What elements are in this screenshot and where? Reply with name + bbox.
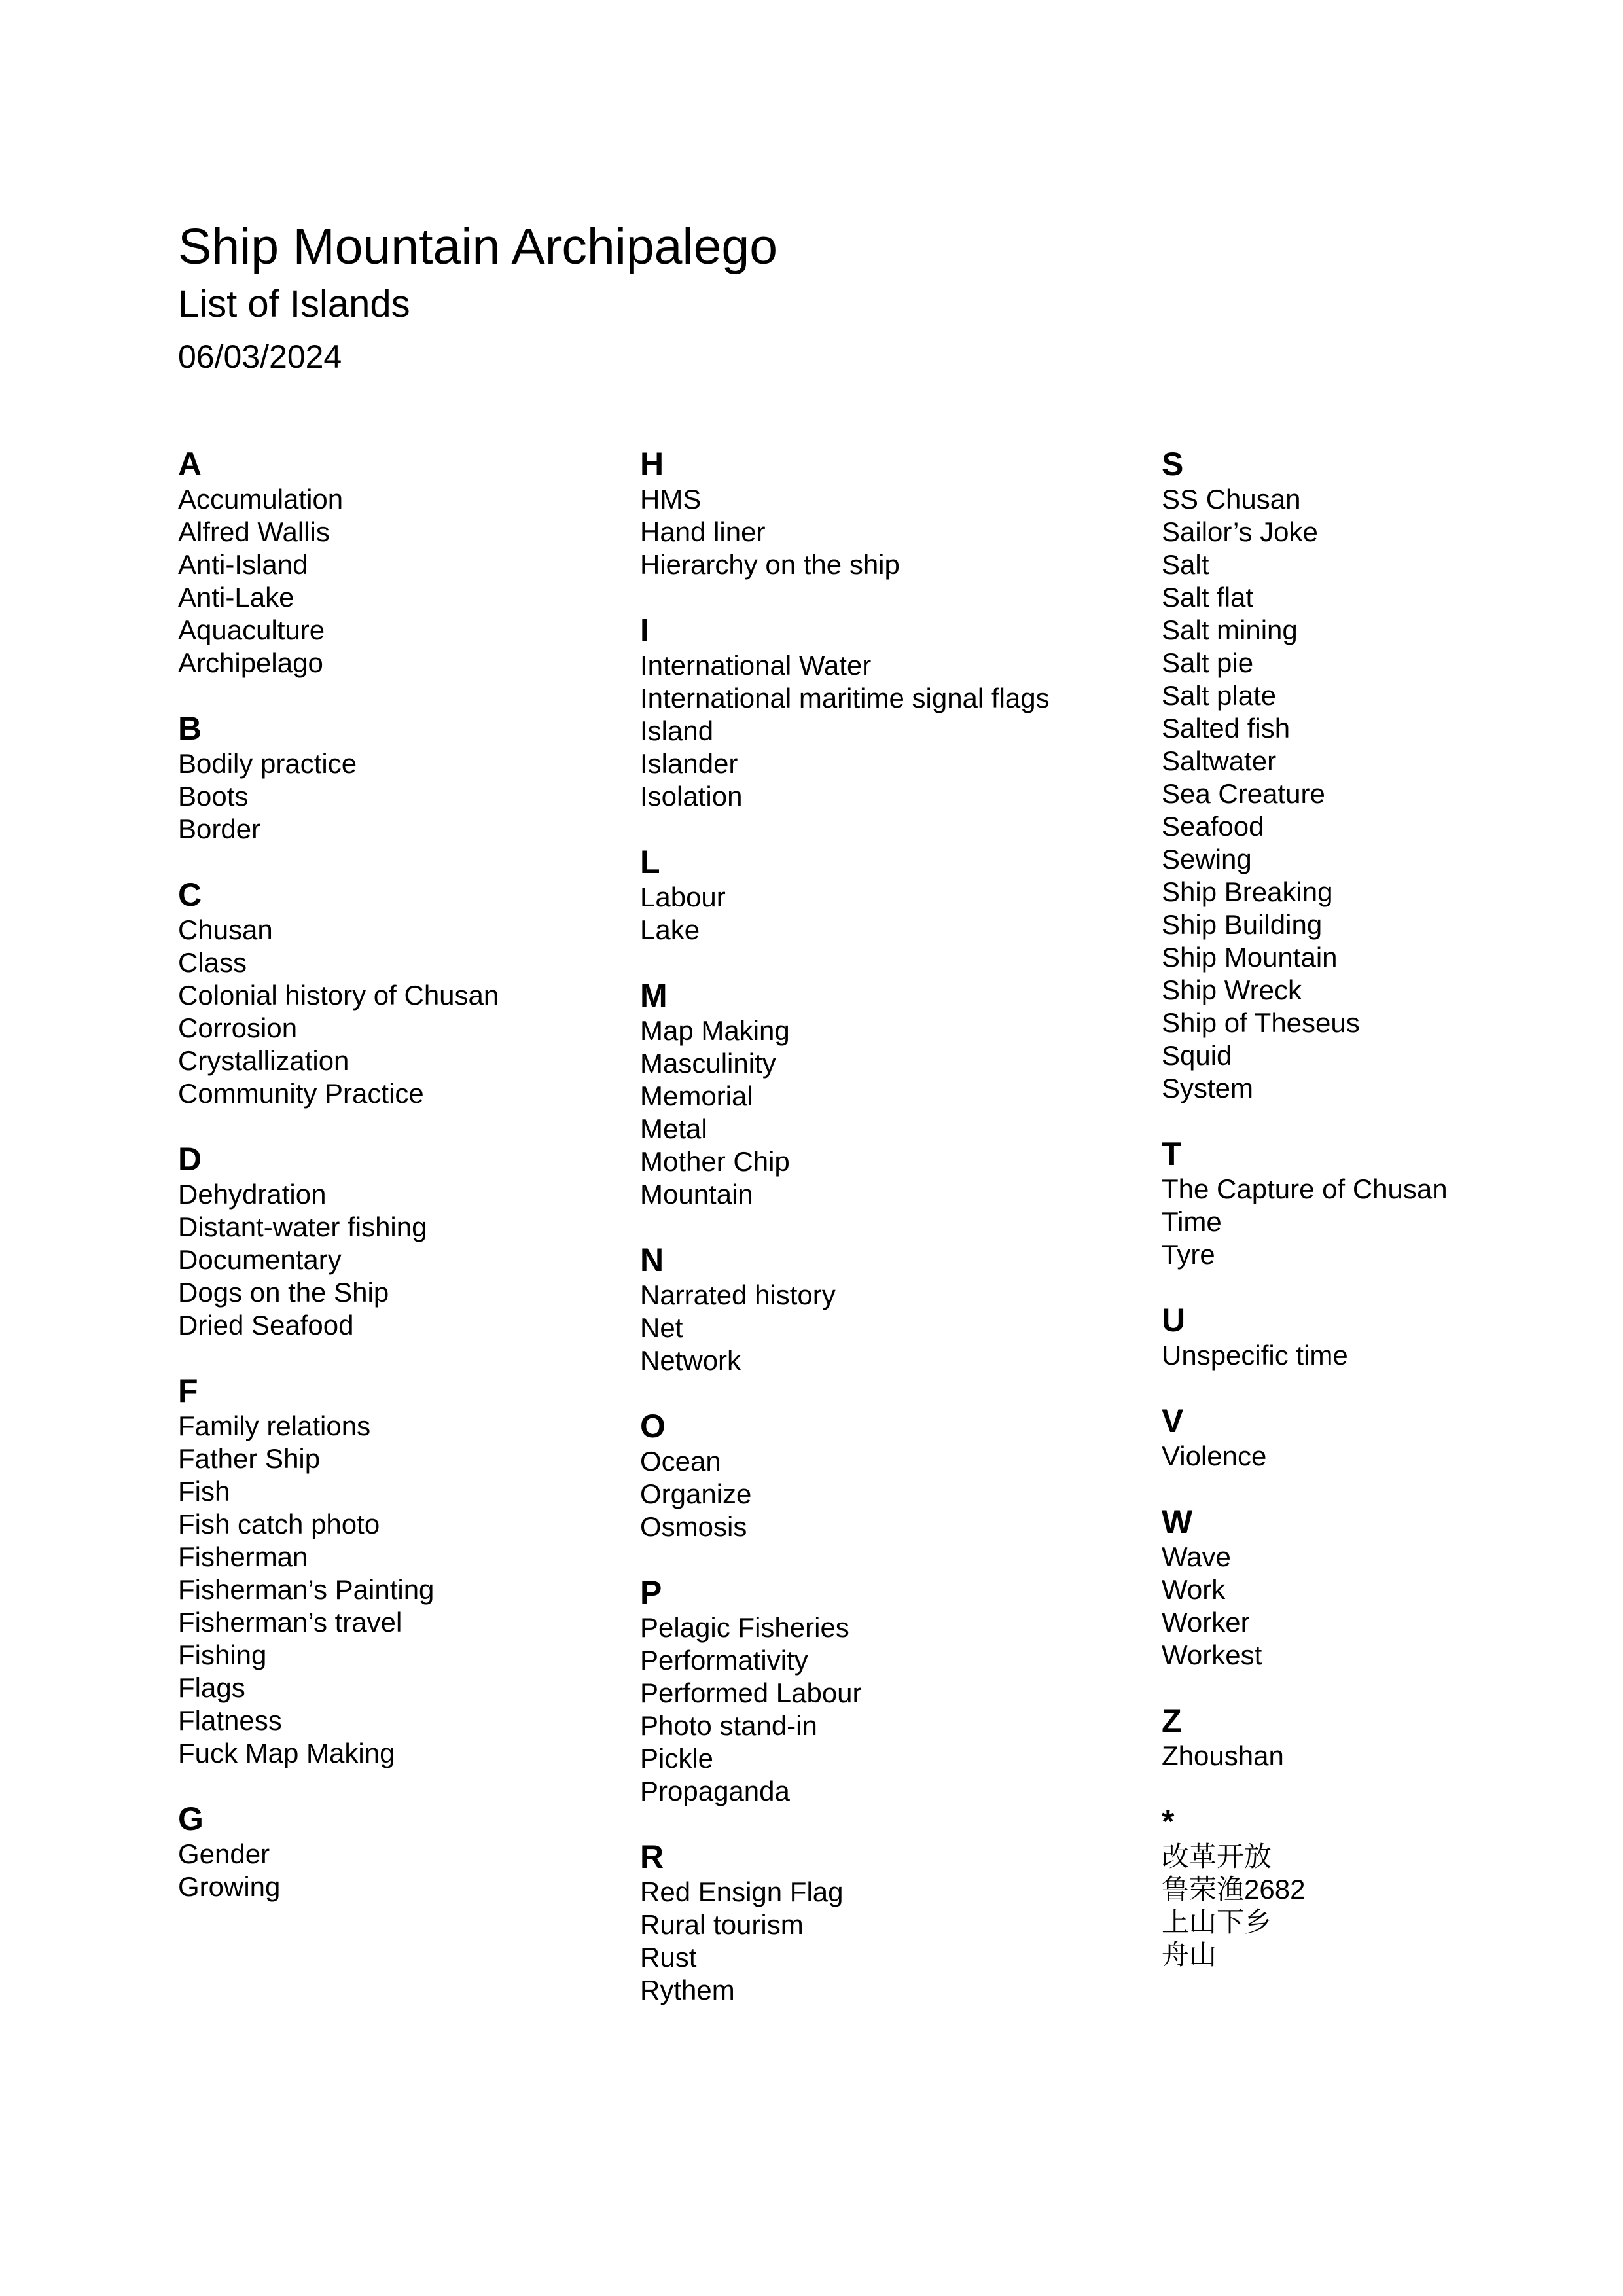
index-section xyxy=(1162,1402,1448,1473)
index-entry: Time xyxy=(1162,1206,1222,1237)
index-entry: The Capture of Chusan xyxy=(1162,1174,1448,1204)
section-letter: G xyxy=(178,1801,204,1837)
index-entry: 上山下乡 xyxy=(1162,1907,1272,1937)
index-entry: Boots xyxy=(178,781,249,812)
index-section xyxy=(640,977,1050,1211)
section-letter: R xyxy=(640,1839,664,1875)
index-entry: Salt plate xyxy=(1162,680,1277,711)
index-entry: 舟山 xyxy=(1162,1939,1217,1970)
index-entry: International maritime signal flags xyxy=(640,683,1050,713)
index-entry: Worker xyxy=(1162,1607,1250,1638)
index-entry: Salt pie xyxy=(1162,647,1254,678)
document-subtitle: List of Islands xyxy=(178,283,410,325)
entry-list xyxy=(1162,1339,1448,1372)
index-entry: Ship Building xyxy=(1162,909,1323,940)
index-entry: 改革开放 xyxy=(1162,1841,1272,1872)
index-entry: 鲁荣渔2682 xyxy=(1162,1874,1306,1905)
index-entry: Sewing xyxy=(1162,844,1252,874)
index-entry: Ship Mountain xyxy=(1162,942,1338,973)
index-section xyxy=(640,1838,1050,2007)
index-entry: Isolation xyxy=(640,781,743,812)
entry-list xyxy=(178,1178,499,1342)
index-entry: Fish xyxy=(178,1476,230,1507)
section-letter: O xyxy=(640,1408,666,1444)
index-entry: Mother Chip xyxy=(640,1146,790,1177)
index-entry: Fisherman xyxy=(178,1541,308,1572)
entry-list xyxy=(640,881,1050,946)
section-letter: H xyxy=(640,446,664,482)
document-header xyxy=(178,216,777,383)
index-entry: Rust xyxy=(640,1942,697,1973)
index-entry: Distant-water fishing xyxy=(178,1211,427,1242)
entry-list xyxy=(178,747,499,846)
index-entry: Wave xyxy=(1162,1541,1231,1572)
index-entry: Tyre xyxy=(1162,1239,1215,1270)
section-letter: T xyxy=(1162,1136,1182,1172)
index-entry: SS Chusan xyxy=(1162,484,1301,514)
index-entry: Ship Breaking xyxy=(1162,876,1333,907)
index-entry: Propaganda xyxy=(640,1776,790,1806)
index-entry: Ocean xyxy=(640,1446,721,1477)
index-entry: Fuck Map Making xyxy=(178,1738,395,1768)
index-entry: Dried Seafood xyxy=(178,1310,354,1340)
index-entry: Metal xyxy=(640,1113,707,1144)
index-entry: System xyxy=(1162,1073,1254,1103)
index-entry: Islander xyxy=(640,748,738,779)
index-entry: Fish catch photo xyxy=(178,1509,380,1539)
index-entry: Documentary xyxy=(178,1244,342,1275)
index-entry: Chusan xyxy=(178,914,273,945)
index-entry: Family relations xyxy=(178,1410,371,1441)
index-entry: Photo stand-in xyxy=(640,1710,817,1741)
index-entry: Dehydration xyxy=(178,1179,327,1210)
index-entry: Saltwater xyxy=(1162,745,1277,776)
entry-list xyxy=(1162,1740,1448,1772)
index-entry: Father Ship xyxy=(178,1443,321,1474)
index-section xyxy=(640,611,1050,813)
index-entry: Hierarchy on the ship xyxy=(640,549,900,580)
index-section xyxy=(640,1573,1050,1808)
section-letter: Z xyxy=(1162,1702,1182,1739)
index-section xyxy=(640,445,1050,581)
entry-list xyxy=(640,1611,1050,1808)
index-entry: Zhoushan xyxy=(1162,1740,1284,1771)
entry-list xyxy=(640,1014,1050,1211)
index-entry: Network xyxy=(640,1345,741,1376)
index-entry: Rural tourism xyxy=(640,1909,804,1940)
entry-list xyxy=(178,914,499,1110)
index-section xyxy=(1162,1135,1448,1271)
index-entry: Bodily practice xyxy=(178,748,357,779)
document-title: Ship Mountain Archipalego xyxy=(178,219,778,275)
index-entry: Flags xyxy=(178,1672,245,1703)
index-entry: Salt xyxy=(1162,549,1209,580)
section-letter: A xyxy=(178,446,202,482)
index-entry: Archipelago xyxy=(178,647,323,678)
index-entry: Fisherman’s travel xyxy=(178,1607,402,1638)
index-column-2 xyxy=(640,445,1050,2037)
index-entry: Pelagic Fisheries xyxy=(640,1612,849,1643)
index-entry: Masculinity xyxy=(640,1048,776,1079)
section-letter: N xyxy=(640,1242,664,1278)
index-entry: HMS xyxy=(640,484,702,514)
index-entry: Crystallization xyxy=(178,1045,349,1076)
index-entry: Border xyxy=(178,814,261,844)
section-letter: S xyxy=(1162,446,1184,482)
entry-list xyxy=(1162,1840,1448,1971)
index-entry: Lake xyxy=(640,914,700,945)
index-entry: Work xyxy=(1162,1574,1226,1605)
index-entry: Map Making xyxy=(640,1015,790,1046)
index-section xyxy=(1162,1503,1448,1672)
index-entry: Ship of Theseus xyxy=(1162,1007,1360,1038)
entry-list xyxy=(640,483,1050,581)
index-entry: International Water xyxy=(640,650,872,681)
section-letter: M xyxy=(640,977,668,1014)
section-letter: V xyxy=(1162,1403,1184,1439)
index-section xyxy=(178,1140,499,1342)
index-entry: Fisherman’s Painting xyxy=(178,1574,435,1605)
index-entry: Gender xyxy=(178,1839,270,1869)
entry-list xyxy=(1162,1541,1448,1672)
index-entry: Colonial history of Chusan xyxy=(178,980,499,1011)
entry-list xyxy=(640,1445,1050,1543)
index-entry: Rythem xyxy=(640,1975,735,2005)
index-entry: Alfred Wallis xyxy=(178,516,330,547)
index-column-1 xyxy=(178,445,499,1933)
section-letter: D xyxy=(178,1141,202,1177)
index-entry: Fishing xyxy=(178,1640,267,1670)
index-entry: Pickle xyxy=(640,1743,714,1774)
section-letter: W xyxy=(1162,1503,1193,1540)
index-column-3 xyxy=(1162,445,1448,2001)
index-section xyxy=(1162,1803,1448,1971)
index-entry: Salt flat xyxy=(1162,582,1254,613)
entry-list xyxy=(640,1279,1050,1377)
index-entry: Sailor’s Joke xyxy=(1162,516,1318,547)
index-section xyxy=(178,709,499,846)
index-entry: Ship Wreck xyxy=(1162,975,1302,1005)
section-letter: * xyxy=(1162,1803,1175,1840)
index-section xyxy=(178,876,499,1110)
index-entry: Class xyxy=(178,947,247,978)
index-entry: Osmosis xyxy=(640,1511,747,1542)
entry-list xyxy=(1162,483,1448,1105)
entry-list xyxy=(640,649,1050,813)
index-entry: Performativity xyxy=(640,1645,808,1676)
index-entry: Seafood xyxy=(1162,811,1264,842)
index-section xyxy=(640,1407,1050,1543)
index-entry: Anti-Island xyxy=(178,549,308,580)
section-letter: L xyxy=(640,844,660,880)
section-letter: B xyxy=(178,710,202,747)
index-entry: Squid xyxy=(1162,1040,1232,1071)
section-letter: P xyxy=(640,1574,662,1611)
entry-list xyxy=(1162,1173,1448,1271)
section-letter: C xyxy=(178,876,202,913)
document-date: 06/03/2024 xyxy=(178,338,342,375)
index-entry: Sea Creature xyxy=(1162,778,1325,809)
section-letter: I xyxy=(640,612,649,649)
index-entry: Organize xyxy=(640,1479,752,1509)
index-entry: Dogs on the Ship xyxy=(178,1277,389,1308)
index-section xyxy=(1162,445,1448,1105)
index-section xyxy=(640,843,1050,946)
index-entry: Island xyxy=(640,715,714,746)
index-section xyxy=(1162,1702,1448,1772)
index-entry: Unspecific time xyxy=(1162,1340,1348,1371)
index-section xyxy=(640,1241,1050,1377)
index-section xyxy=(178,1372,499,1770)
index-entry: Accumulation xyxy=(178,484,344,514)
index-entry: Hand liner xyxy=(640,516,766,547)
index-section xyxy=(178,445,499,679)
index-entry: Performed Labour xyxy=(640,1677,862,1708)
index-entry: Net xyxy=(640,1312,683,1343)
index-entry: Labour xyxy=(640,882,726,912)
index-entry: Mountain xyxy=(640,1179,753,1210)
section-letter: F xyxy=(178,1372,198,1409)
index-entry: Growing xyxy=(178,1871,281,1902)
index-entry: Narrated history xyxy=(640,1280,836,1310)
index-entry: Salt mining xyxy=(1162,615,1298,645)
section-letter: U xyxy=(1162,1302,1186,1338)
index-entry: Memorial xyxy=(640,1081,753,1111)
index-entry: Corrosion xyxy=(178,1013,298,1043)
index-entry: Workest xyxy=(1162,1640,1262,1670)
index-entry: Salted fish xyxy=(1162,713,1291,744)
index-entry: Flatness xyxy=(178,1705,282,1736)
entry-list xyxy=(178,483,499,679)
index-section xyxy=(178,1800,499,1903)
index-entry: Violence xyxy=(1162,1441,1267,1471)
entry-list xyxy=(1162,1440,1448,1473)
index-entry: Anti-Lake xyxy=(178,582,294,613)
index-section xyxy=(1162,1301,1448,1372)
index-entry: Community Practice xyxy=(178,1078,424,1109)
entry-list xyxy=(640,1876,1050,2007)
index-entry: Aquaculture xyxy=(178,615,325,645)
entry-list xyxy=(178,1838,499,1903)
entry-list xyxy=(178,1410,499,1770)
index-entry: Red Ensign Flag xyxy=(640,1876,844,1907)
